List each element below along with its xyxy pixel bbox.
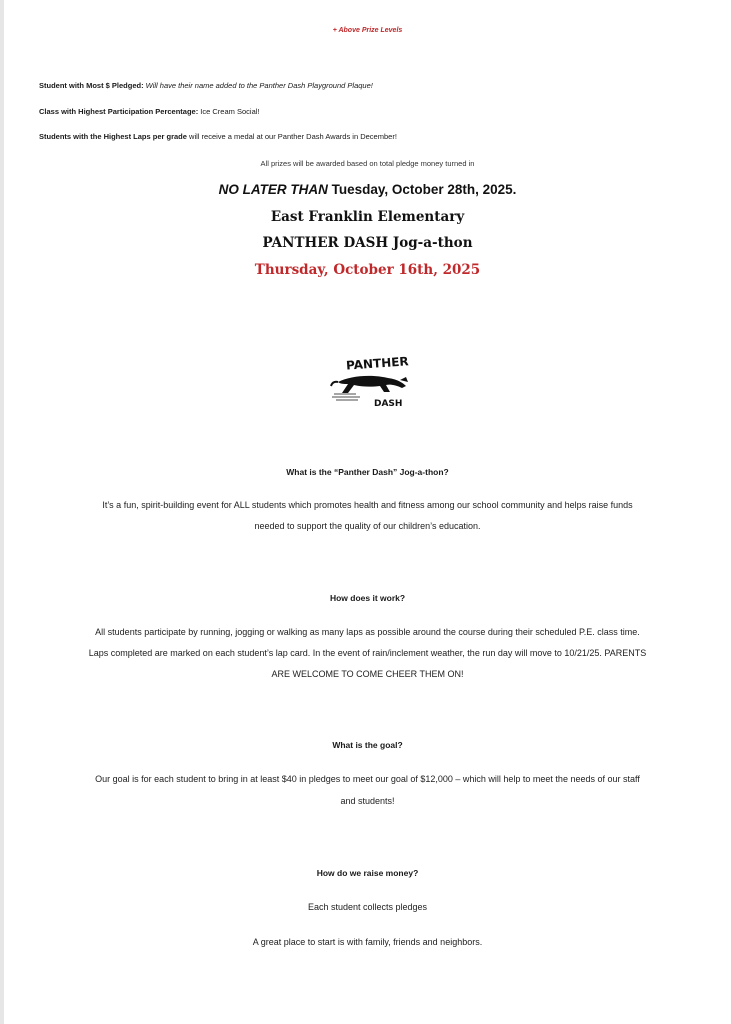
section-body-line: It’s a fun, spirit-building event for ALL students which promotes health and fitness among our school community and helps raise funds <box>102 500 633 510</box>
prize-label: Student with Most $ Pledged: <box>39 81 144 90</box>
logo-text-dash: DASH <box>374 399 403 409</box>
document-page <box>4 0 731 1024</box>
speed-lines <box>332 394 360 400</box>
deadline-date: Tuesday, October 28th, 2025. <box>327 182 517 197</box>
panther-dash-logo <box>330 352 414 410</box>
section-heading-what-is: What is the “Panther Dash” Jog-a-thon? <box>286 467 449 477</box>
prize-label: Class with Highest Participation Percentage: <box>39 107 199 116</box>
prize-text: will receive a medal at our Panther Dash Awards in December! <box>186 132 397 141</box>
section-body-line: ARE WELCOME TO COME CHEER THEM ON! <box>271 669 464 679</box>
school-name: East Franklin Elementary <box>270 209 465 225</box>
logo-text-panther: PANTHER <box>345 354 410 373</box>
prize-highest-participation <box>39 107 260 116</box>
panther-silhouette <box>331 376 408 393</box>
section-heading-how-it-works: How does it work? <box>329 593 406 603</box>
event-date: Thursday, October 16th, 2025 <box>254 262 481 278</box>
above-prize-levels: + Above Prize Levels <box>332 27 403 34</box>
deadline <box>4 182 731 197</box>
prize-highest-laps <box>39 132 397 141</box>
section-body-line: and students! <box>340 796 395 806</box>
section-body-line: needed to support the quality of our children’s education. <box>254 521 481 531</box>
prize-text: Will have their name added to the Panther Dash Playground Plaque! <box>143 81 373 90</box>
prize-most-pledged <box>39 81 373 90</box>
section-body-line: Laps completed are marked on each student’s lap card. In the event of rain/inclement weather, the run day will move to 10/21/25. PARENTS <box>88 648 647 658</box>
section-body-line: A great place to start is with family, friends and neighbors. <box>252 937 483 947</box>
section-heading-raise-money: How do we raise money? <box>316 868 419 878</box>
section-body-line: Each student collects pledges <box>307 902 428 912</box>
prize-text: Ice Cream Social! <box>198 107 260 116</box>
section-body-line: Our goal is for each student to bring in at least $40 in pledges to meet our goal of $12,000 – which will help to meet the needs of our staff <box>95 774 640 784</box>
deadline-emphasis: NO LATER THAN <box>218 182 328 197</box>
prize-label: Students with the Highest Laps per grade <box>39 132 187 141</box>
section-body-line: All students participate by running, jogging or walking as many laps as possible around the course during their scheduled P.E. class time. <box>95 627 640 637</box>
prizes-awarded-note: All prizes will be awarded based on total pledge money turned in <box>260 159 475 168</box>
event-title: PANTHER DASH Jog-a-thon <box>262 235 473 251</box>
section-heading-goal: What is the goal? <box>332 740 403 750</box>
